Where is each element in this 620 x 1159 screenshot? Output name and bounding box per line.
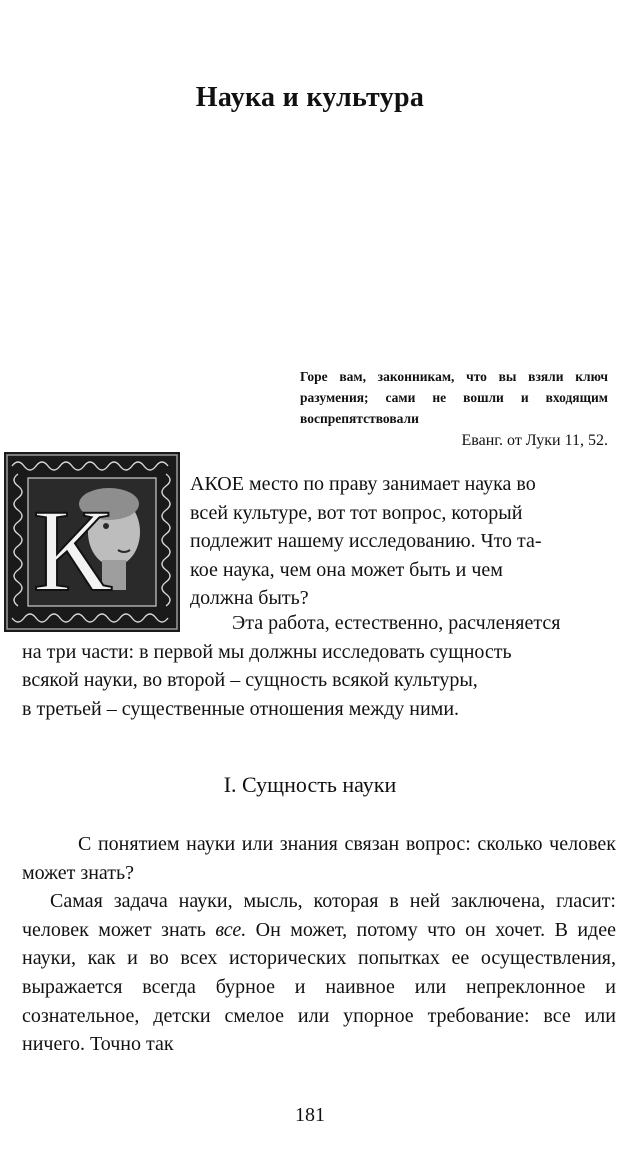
- epigraph-source: Еванг. от Луки 11, 52.: [461, 432, 608, 449]
- decorated-initial-k: [4, 452, 180, 632]
- intro-line: должна быть?: [190, 587, 309, 610]
- intro-line: подлежит нашему исследованию. Что та-: [190, 530, 542, 553]
- section-paragraph-2: Самая задача науки, мысль, которая в ней заключена, гласит: человек может знать все. Он может, потому что он хочет. В идее науки, как и во всех исторических попытках ее осуществления, выражается всегда бурное и наивное или непреклонное и сознательное, детски смелое или упорное требование: все или ничего. Точно так: [22, 890, 616, 1056]
- section-paragraph-1: С понятием науки или знания связан вопрос: сколько человек может знать?: [22, 833, 616, 884]
- plan-paragraph: [22, 609, 614, 723]
- plan-first-line: Эта работа, естественно, расчленяется: [232, 612, 561, 634]
- section-heading: I. Сущность науки: [223, 772, 397, 797]
- epigraph: [300, 366, 608, 451]
- drop-cap-ornament-icon: [4, 452, 180, 632]
- intro-line: АКОЕ место по праву занимает наука во: [190, 473, 536, 495]
- intro-line: всей культуре, вот тот вопрос, который: [190, 501, 523, 524]
- intro-paragraph: [190, 470, 614, 613]
- epigraph-text: Горе вам, законникам, что вы взяли ключ разумения; сами не вошли и входящим воспрепятствовали: [300, 369, 608, 426]
- emphasis-word: все.: [215, 918, 247, 941]
- svg-text:К: К: [32, 485, 112, 616]
- page-number: 181: [295, 1104, 325, 1126]
- section-body: [22, 830, 616, 1059]
- plan-line: всякой науки, во второй – сущность всякой культуры,: [22, 669, 478, 692]
- chapter-title: Наука и культура: [195, 82, 425, 113]
- intro-line: кое наука, чем она может быть и чем: [190, 558, 503, 581]
- plan-line: в третьей – существенные отношения между ними.: [22, 697, 460, 720]
- plan-line: на три части: в первой мы должны исследовать сущность: [22, 640, 512, 663]
